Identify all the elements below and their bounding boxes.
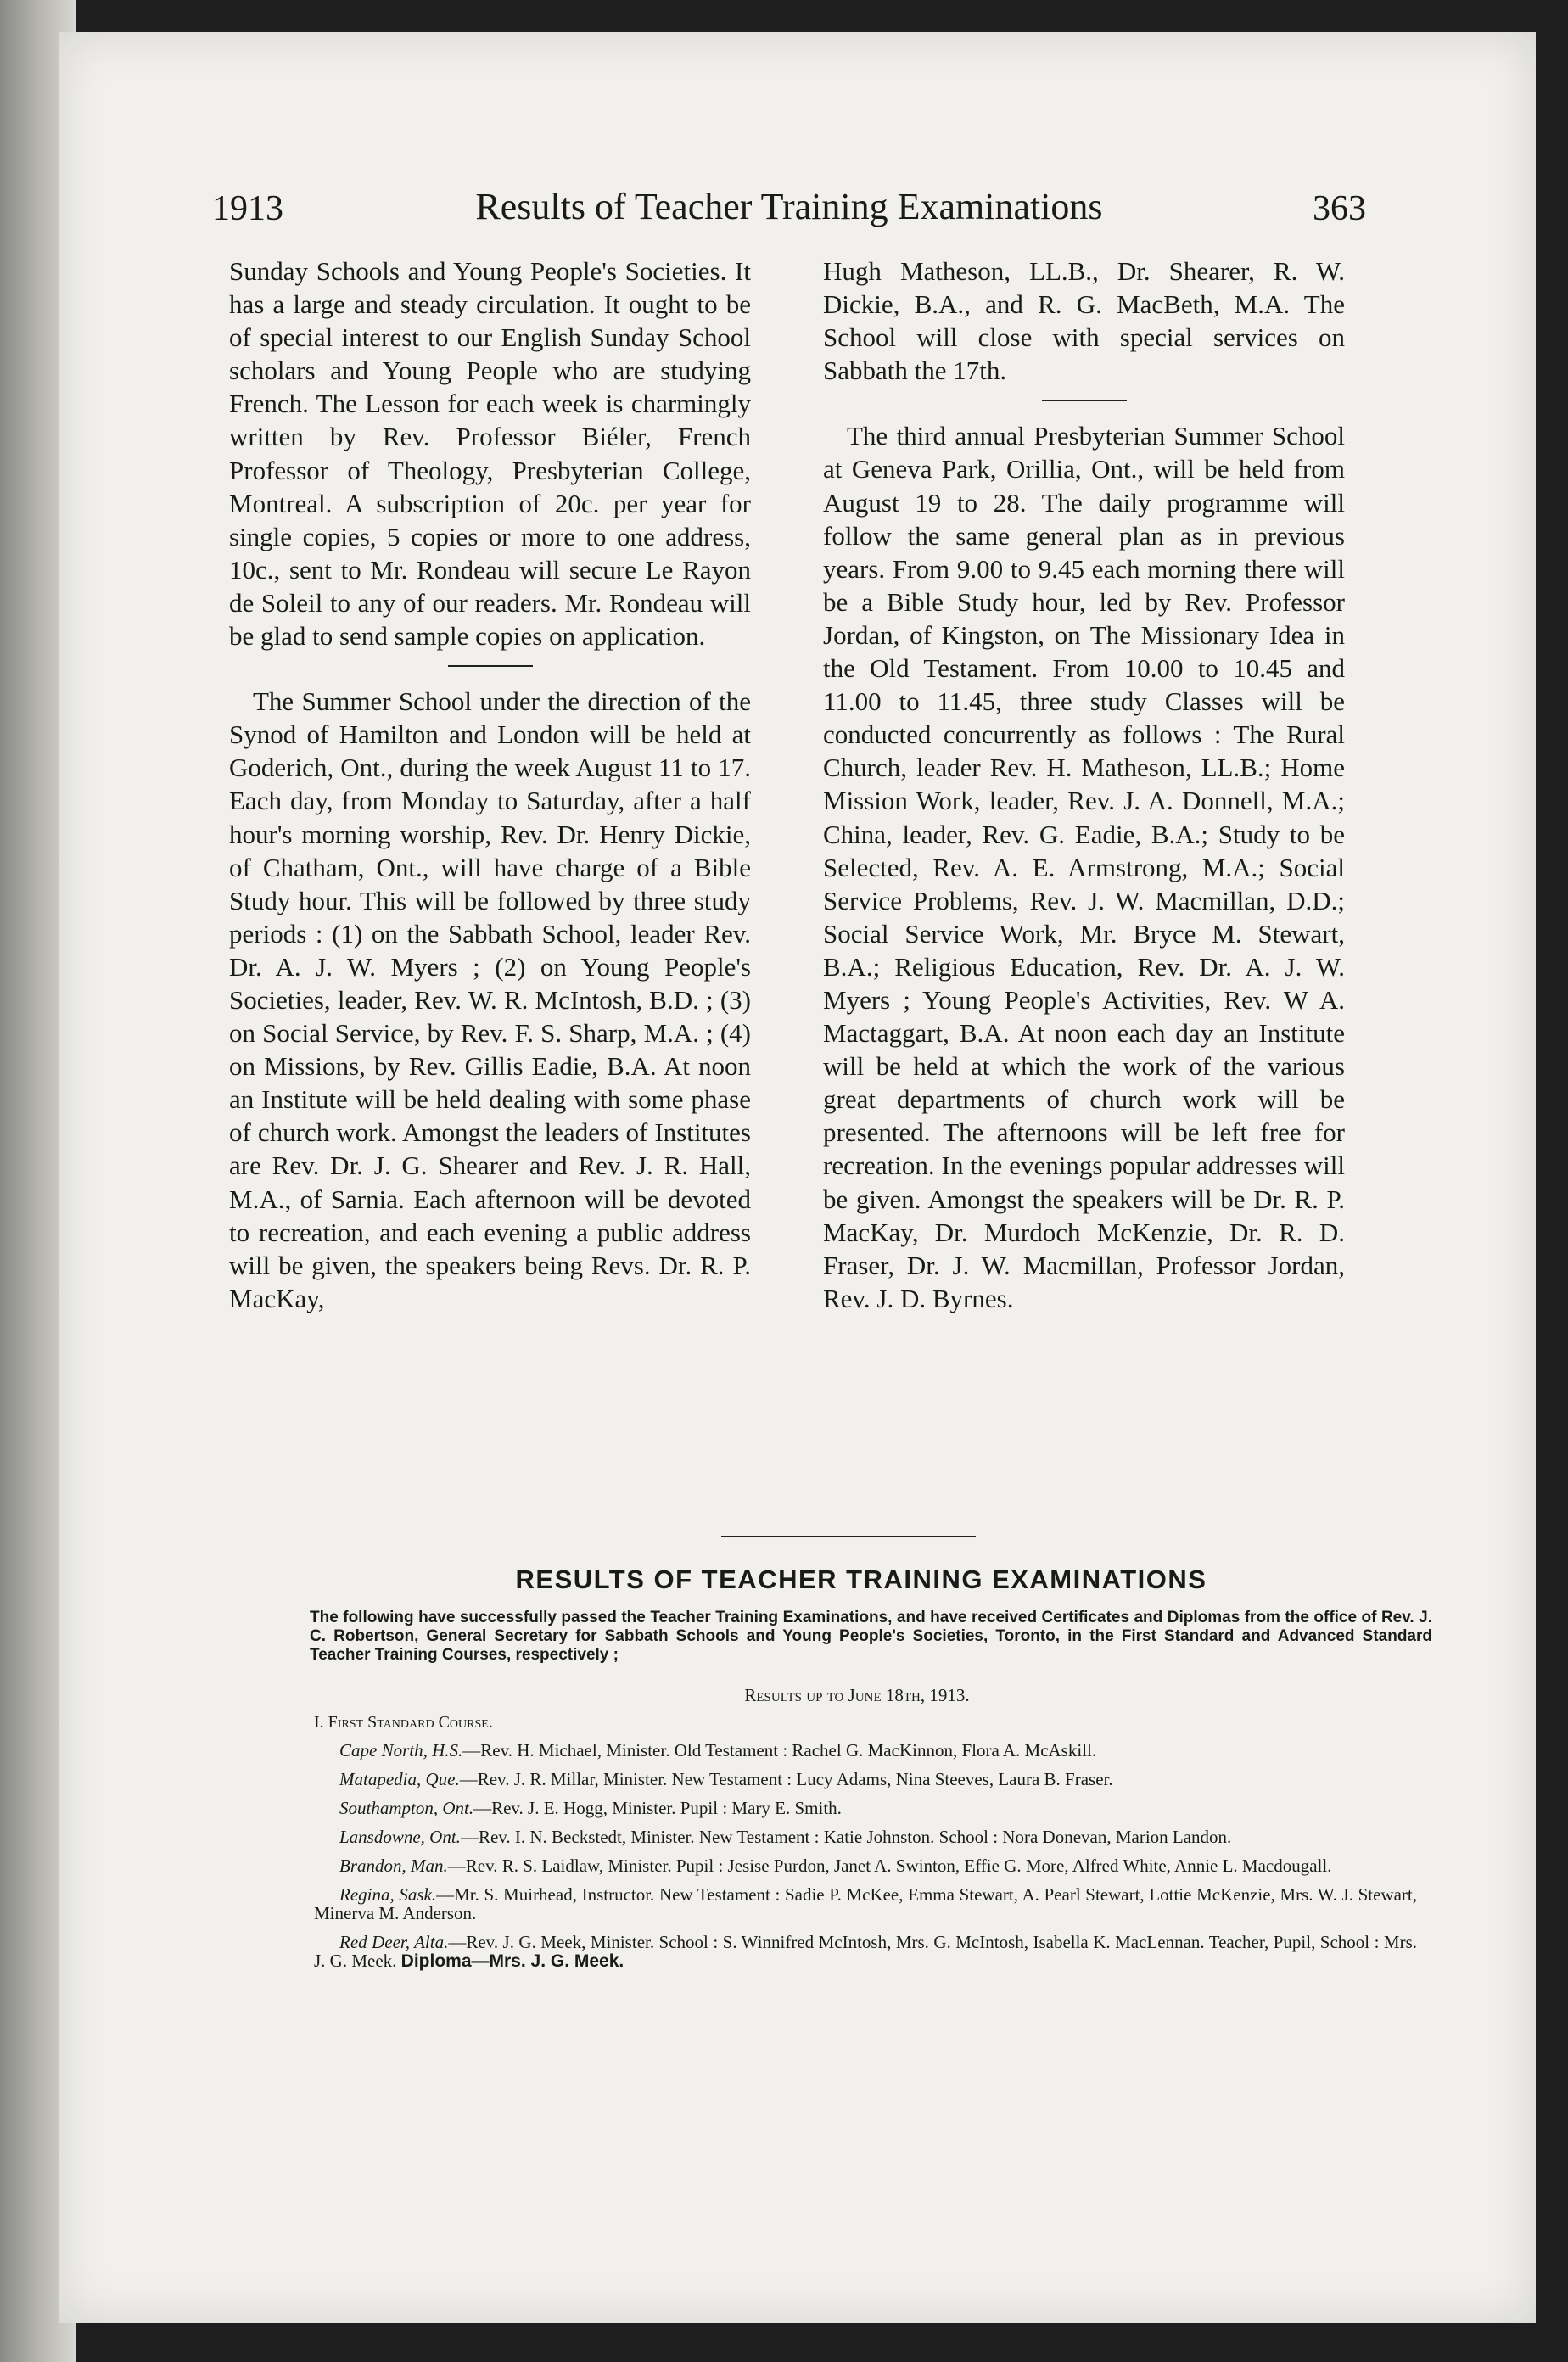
entry-text: —Rev. J. R. Millar, Minister. New Testament : Lucy Adams, Nina Steeves, Laura B. Fraser. [459, 1769, 1113, 1789]
entry-place: Lansdowne, Ont. [339, 1827, 461, 1847]
entry-place: Cape North, H.S. [339, 1740, 463, 1760]
entry-place: Regina, Sask. [339, 1884, 437, 1905]
entry-place: Southampton, Ont. [339, 1798, 474, 1818]
result-entry [314, 1770, 1417, 1788]
right-column [823, 255, 1345, 1315]
result-entry [314, 1799, 1417, 1817]
results-section [255, 1564, 1442, 1981]
entry-place: Matapedia, Que. [339, 1769, 460, 1789]
entry-place: Red Deer, Alta. [339, 1932, 449, 1952]
paragraph-divider [1042, 400, 1127, 401]
left-column [229, 255, 751, 1315]
result-entry [314, 1933, 1417, 1971]
result-entry [314, 1827, 1417, 1846]
result-entry [314, 1856, 1417, 1875]
entry-text: —Rev. J. E. Hogg, Minister. Pupil : Mary E. Smith. [473, 1798, 842, 1818]
entry-text: —Rev. J. G. Meek, Minister. School : S. Winnifred McIntosh, Mrs. G. McIntosh, Isabella K. MacLennan. Teacher, Pupil, School : Mrs. J. G. Meek. [314, 1932, 1417, 1971]
book-page [59, 32, 1536, 2323]
header-year: 1913 [212, 189, 283, 228]
entry-text: —Rev. I. N. Beckstedt, Minister. New Testament : Katie Johnston. School : Nora Donevan, Marion Landon. [460, 1827, 1232, 1847]
paragraph-geneva-park: The third annual Presbyterian Summer School at Geneva Park, Orillia, Ont., will be held from August 19 to 28. The daily programme will follow the same general plan as in previous years. From 9.00 to 9.45 each morning there will be a Bible Study hour, led by Rev. Professor Jordan, of Kingston, on The Missionary Idea in the Old Testament. From 10.00 to 10.45 and 11.00 to 11.45, three study Classes will be conducted concurrently as follows : The Rural Church, leader Rev. H. Matheson, LL.B.; Home Mission Work, leader, Rev. J. A. Donnell, M.A.; China, leader, Rev. G. Eadie, B.A.; Study to be Selected, Rev. A. E. Armstrong, M.A.; Social Service Problems, Rev. J. W. Macmillan, D.D.; Social Service Work, Mr. Bryce M. Stewart, B.A.; Religious Education, Rev. Dr. A. J. W. Myers ; Young People's Activities, Rev. W A. Mactaggart, B.A. At noon each day an Institute will be held at which the work of the various great departments of church work will be presented. The afternoons will be left free for recreation. In the evenings popular addresses will be given. Amongst the speakers will be Dr. R. P. MacKay, Dr. Murdoch McKenzie, Dr. R. D. Fraser, Dr. J. W. Macmillan, Professor Jordan, Rev. J. D. Byrnes. [823, 421, 1345, 1313]
section-divider [721, 1536, 976, 1537]
page-number: 363 [1313, 189, 1366, 228]
paragraph-divider [448, 665, 533, 667]
entry-text: —Rev. H. Michael, Minister. Old Testament : Rachel G. MacKinnon, Flora A. McAskill. [462, 1740, 1097, 1760]
paragraph-le-rayon: Sunday Schools and Young People's Societies. It has a large and steady circulation. It ought to be of special interest to our English Sunday School scholars and Young People who are studying French. The Lesson for each week is charmingly written by Rev. Professor Biéler, French Professor of Theology, Presbyterian College, Montreal. A subscription of 20c. per year for single copies, 5 copies or more to one address, 10c., sent to Mr. Rondeau will secure Le Rayon de Soleil to any of our readers. Mr. Rondeau will be glad to send sample copies on application. [229, 256, 751, 652]
entry-text: —Rev. R. S. Laidlaw, Minister. Pupil : Jesise Purdon, Janet A. Swinton, Effie G. More, Alfred White, Annie L. Macdougall. [447, 1855, 1332, 1876]
running-header [212, 176, 1366, 236]
course-heading: I. First Standard Course. [314, 1713, 493, 1732]
result-entry [314, 1741, 1417, 1760]
diploma-note: Diploma—Mrs. J. G. Meek. [400, 1951, 624, 1971]
paragraph-goderich-continued: Hugh Matheson, LL.B., Dr. Shearer, R. W. Dickie, B.A., and R. G. MacBeth, M.A. The School will close with special services on Sabbath the 17th. [823, 256, 1345, 386]
result-entry [314, 1885, 1417, 1923]
paragraph-goderich-school: The Summer School under the direction of the Synod of Hamilton and London will be held at Goderich, Ont., during the week August 11 to 17. Each day, from Monday to Saturday, after a half hour's morning worship, Rev. Dr. Henry Dickie, of Chatham, Ont., will have charge of a Bible Study hour. This will be followed by three study periods : (1) on the Sabbath School, leader Rev. Dr. A. J. W. Myers ; (2) on Young People's Societies, leader, Rev. W. R. McIntosh, B.D. ; (3) on Social Service, by Rev. F. S. Sharp, M.A. ; (4) on Missions, by Rev. Gillis Eadie, B.A. At noon an Institute will be held dealing with some phase of church work. Amongst the leaders of Institutes are Rev. Dr. J. G. Shearer and Rev. J. R. Hall, M.A., of Sarnia. Each afternoon will be devoted to recreation, and each evening a public address will be given, the speakers being Revs. Dr. R. P. MacKay, [229, 686, 751, 1313]
header-title: Results of Teacher Training Examinations [475, 186, 1103, 227]
entry-text: —Mr. S. Muirhead, Instructor. New Testament : Sadie P. McKee, Emma Stewart, A. Pearl Stewart, Lottie McKenzie, Mrs. W. J. Stewart, Minerva M. Anderson. [314, 1884, 1417, 1923]
results-date-line: Results up to June 18th, 1913. [744, 1685, 970, 1705]
results-title: RESULTS OF TEACHER TRAINING EXAMINATIONS [515, 1564, 1207, 1594]
entry-place: Brandon, Man. [339, 1855, 448, 1876]
results-intro: The following have successfully passed the Teacher Training Examinations, and have received Certificates and Diplomas from the office of Rev. J. C. Robertson, General Secretary for Sabbath Schools and Young People's Societies, Toronto, in the First Standard and Advanced Standard Teacher Training Courses, respectively ; [310, 1609, 1432, 1664]
